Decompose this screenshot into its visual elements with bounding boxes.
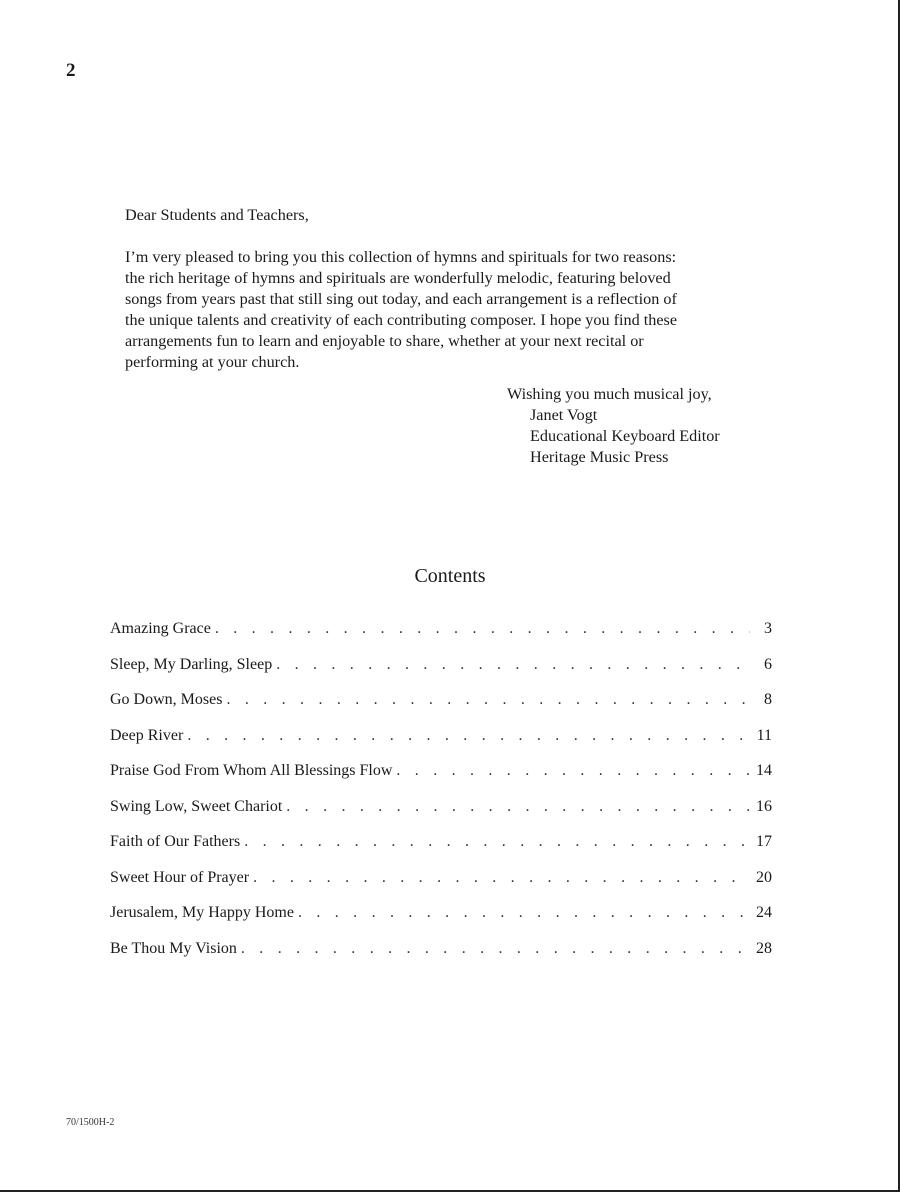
- page-number: 2: [66, 60, 76, 81]
- toc-dot-leader: [286, 798, 750, 816]
- letter-closing: Wishing you much musical joy,: [507, 385, 712, 403]
- toc-entry-page: 6: [764, 655, 772, 673]
- toc-entry-page: 14: [756, 762, 772, 779]
- letter-body-line: songs from years past that still sing out today, and each arrangement is a reflection of: [125, 290, 677, 308]
- toc-entry-page: 20: [756, 868, 772, 886]
- toc-dot-leader: [244, 833, 750, 851]
- footer-catalog-code: 70/1500H-2: [66, 1117, 115, 1128]
- table-of-contents: [110, 620, 772, 975]
- letter-body-line: arrangements fun to learn and enjoyable to share, whether at your next recital or: [125, 332, 644, 350]
- toc-entry-page: 16: [756, 797, 772, 815]
- toc-entry-title: Deep River: [110, 726, 184, 744]
- letter-body-line: I’m very pleased to bring you this collection of hymns and spirituals for two reasons:: [125, 248, 677, 266]
- toc-entry-title: Amazing Grace: [110, 620, 211, 637]
- toc-entry-title: Swing Low, Sweet Chariot: [110, 797, 283, 815]
- toc-entry-title: Sleep, My Darling, Sleep: [110, 655, 273, 673]
- toc-entry[interactable]: [110, 762, 772, 798]
- toc-entry[interactable]: [110, 620, 772, 656]
- toc-entry-title: Praise God From Whom All Blessings Flow: [110, 762, 393, 779]
- toc-entry[interactable]: [110, 833, 772, 869]
- letter: [125, 205, 765, 468]
- toc-entry-page: 17: [756, 833, 772, 850]
- toc-entry-title: Jerusalem, My Happy Home: [110, 904, 294, 921]
- toc-entry[interactable]: [110, 691, 772, 727]
- letter-body-line: performing at your church.: [125, 353, 300, 371]
- toc-entry[interactable]: [110, 656, 772, 692]
- toc-entry-title: Faith of Our Fathers: [110, 833, 241, 850]
- toc-entry-page: 24: [756, 904, 772, 921]
- letter-body-line: the rich heritage of hymns and spirituals are wonderfully melodic, featuring beloved: [125, 269, 671, 287]
- letter-signature: [507, 384, 765, 468]
- toc-entry-title: Go Down, Moses: [110, 691, 223, 708]
- toc-dot-leader: [187, 727, 750, 745]
- toc-entry-page: 28: [756, 939, 772, 957]
- toc-entry[interactable]: [110, 940, 772, 976]
- toc-dot-leader: [241, 940, 750, 958]
- toc-dot-leader: [276, 656, 750, 674]
- signature-name: Janet Vogt: [530, 406, 598, 424]
- toc-entry[interactable]: [110, 904, 772, 940]
- toc-entry-page: 11: [756, 726, 772, 744]
- toc-dot-leader: [215, 620, 750, 638]
- toc-entry-title: Be Thou My Vision: [110, 939, 237, 957]
- contents-heading: Contents: [414, 565, 486, 587]
- toc-dot-leader: [226, 691, 750, 709]
- toc-entry-page: 8: [764, 691, 772, 708]
- toc-entry-title: Sweet Hour of Prayer: [110, 868, 250, 886]
- toc-dot-leader: [253, 869, 750, 887]
- toc-entry[interactable]: [110, 798, 772, 834]
- toc-entry-page: 3: [764, 620, 772, 637]
- signature-title: Educational Keyboard Editor: [530, 427, 720, 445]
- letter-salutation: Dear Students and Teachers,: [125, 206, 309, 224]
- toc-dot-leader: [396, 762, 750, 780]
- letter-body: [125, 247, 765, 373]
- signature-publisher: Heritage Music Press: [530, 448, 669, 466]
- letter-body-line: the unique talents and creativity of each contributing composer. I hope you find these: [125, 311, 678, 329]
- toc-dot-leader: [298, 904, 750, 922]
- toc-entry[interactable]: [110, 727, 772, 763]
- toc-entry[interactable]: [110, 869, 772, 905]
